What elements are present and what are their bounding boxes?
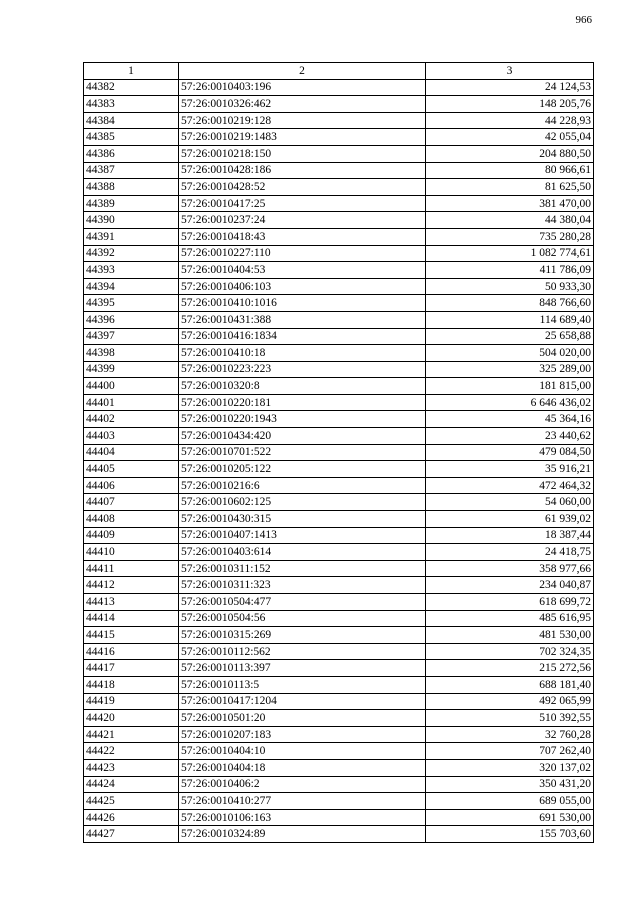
row-number: 44387 [84,162,179,179]
row-number: 44392 [84,245,179,262]
table-row [84,394,594,411]
row-number: 44389 [84,195,179,212]
table-row [84,195,594,212]
cadastral-number: 57:26:0010218:150 [179,145,426,162]
cadastral-value: 44 228,93 [426,112,594,129]
cadastral-value: 61 939,02 [426,511,594,528]
cadastral-number: 57:26:0010324:89 [179,826,426,843]
table-row [84,527,594,544]
cadastral-value: 325 289,00 [426,361,594,378]
cadastral-number: 57:26:0010407:1413 [179,527,426,544]
cadastral-number: 57:26:0010106:163 [179,809,426,826]
row-number: 44426 [84,809,179,826]
row-number: 44406 [84,477,179,494]
cadastral-number: 57:26:0010237:24 [179,212,426,229]
table-header-row [84,63,594,80]
cadastral-value: 504 020,00 [426,345,594,362]
row-number: 44386 [84,145,179,162]
row-number: 44424 [84,776,179,793]
table-row [84,444,594,461]
row-number: 44422 [84,743,179,760]
cadastral-value: 50 933,30 [426,278,594,295]
table-row [84,461,594,478]
column-header-1: 1 [84,63,179,80]
table-row [84,676,594,693]
row-number: 44401 [84,394,179,411]
row-number: 44395 [84,295,179,312]
cadastral-value: 485 616,95 [426,610,594,627]
row-number: 44419 [84,693,179,710]
table-row [84,710,594,727]
cadastral-number: 57:26:0010404:53 [179,262,426,279]
cadastral-number: 57:26:0010416:1834 [179,328,426,345]
row-number: 44420 [84,710,179,727]
table-row [84,295,594,312]
table-row [84,112,594,129]
row-number: 44404 [84,444,179,461]
row-number: 44399 [84,361,179,378]
row-number: 44427 [84,826,179,843]
cadastral-number: 57:26:0010501:20 [179,710,426,727]
cadastral-value: 6 646 436,02 [426,394,594,411]
table-row [84,311,594,328]
cadastral-value: 23 440,62 [426,428,594,445]
cadastral-number: 57:26:0010219:1483 [179,129,426,146]
table-row [84,610,594,627]
cadastral-value: 358 977,66 [426,560,594,577]
table-row [84,411,594,428]
row-number: 44403 [84,428,179,445]
cadastral-number: 57:26:0010406:103 [179,278,426,295]
table-row [84,96,594,113]
cadastral-number: 57:26:0010701:522 [179,444,426,461]
cadastral-value: 350 431,20 [426,776,594,793]
cadastral-value: 479 084,50 [426,444,594,461]
table-row [84,511,594,528]
cadastral-value: 472 464,32 [426,477,594,494]
table-row [84,826,594,843]
cadastral-number: 57:26:0010205:122 [179,461,426,478]
cadastral-number: 57:26:0010504:477 [179,594,426,611]
row-number: 44417 [84,660,179,677]
cadastral-value: 320 137,02 [426,759,594,776]
row-number: 44410 [84,544,179,561]
column-header-3: 3 [426,63,594,80]
cadastral-value: 492 065,99 [426,693,594,710]
table-row [84,577,594,594]
cadastral-number: 57:26:0010227:110 [179,245,426,262]
cadastral-value: 381 470,00 [426,195,594,212]
cadastral-number: 57:26:0010216:6 [179,477,426,494]
cadastral-value: 32 760,28 [426,726,594,743]
cadastral-number: 57:26:0010403:614 [179,544,426,561]
table-row [84,643,594,660]
cadastral-number: 57:26:0010220:1943 [179,411,426,428]
cadastral-number: 57:26:0010428:186 [179,162,426,179]
row-number: 44415 [84,627,179,644]
cadastral-number: 57:26:0010320:8 [179,378,426,395]
row-number: 44405 [84,461,179,478]
cadastral-number: 57:26:0010112:562 [179,643,426,660]
column-header-2: 2 [179,63,426,80]
cadastral-value: 24 418,75 [426,544,594,561]
cadastral-value: 618 699,72 [426,594,594,611]
cadastral-value: 42 055,04 [426,129,594,146]
cadastral-table [83,62,594,843]
cadastral-value: 18 387,44 [426,527,594,544]
row-number: 44425 [84,793,179,810]
cadastral-number: 57:26:0010602:125 [179,494,426,511]
cadastral-number: 57:26:0010428:52 [179,179,426,196]
cadastral-number: 57:26:0010417:1204 [179,693,426,710]
cadastral-number: 57:26:0010418:43 [179,228,426,245]
table-body [84,79,594,842]
cadastral-number: 57:26:0010410:18 [179,345,426,362]
cadastral-value: 689 055,00 [426,793,594,810]
table-row [84,361,594,378]
table-row [84,228,594,245]
cadastral-value: 481 530,00 [426,627,594,644]
table-row [84,627,594,644]
row-number: 44396 [84,311,179,328]
cadastral-number: 57:26:0010113:5 [179,676,426,693]
cadastral-value: 45 364,16 [426,411,594,428]
row-number: 44397 [84,328,179,345]
table-row [84,793,594,810]
cadastral-number: 57:26:0010219:128 [179,112,426,129]
cadastral-number: 57:26:0010403:196 [179,79,426,96]
cadastral-number: 57:26:0010430:315 [179,511,426,528]
row-number: 44408 [84,511,179,528]
cadastral-value: 735 280,28 [426,228,594,245]
cadastral-value: 510 392,55 [426,710,594,727]
table-row [84,560,594,577]
cadastral-value: 204 880,50 [426,145,594,162]
table-row [84,544,594,561]
table-row [84,129,594,146]
page-number: 966 [575,14,592,26]
cadastral-value: 707 262,40 [426,743,594,760]
table-row [84,809,594,826]
table-row [84,328,594,345]
table-row [84,378,594,395]
row-number: 44411 [84,560,179,577]
table-row [84,743,594,760]
cadastral-number: 57:26:0010410:1016 [179,295,426,312]
row-number: 44412 [84,577,179,594]
cadastral-value: 114 689,40 [426,311,594,328]
cadastral-number: 57:26:0010404:18 [179,759,426,776]
cadastral-value: 25 658,88 [426,328,594,345]
cadastral-number: 57:26:0010404:10 [179,743,426,760]
row-number: 44409 [84,527,179,544]
cadastral-value: 411 786,09 [426,262,594,279]
cadastral-number: 57:26:0010207:183 [179,726,426,743]
cadastral-value: 215 272,56 [426,660,594,677]
row-number: 44382 [84,79,179,96]
cadastral-value: 44 380,04 [426,212,594,229]
table-row [84,179,594,196]
row-number: 44383 [84,96,179,113]
row-number: 44407 [84,494,179,511]
table-row [84,594,594,611]
cadastral-number: 57:26:0010431:388 [179,311,426,328]
table-row [84,345,594,362]
table-row [84,494,594,511]
table-row [84,776,594,793]
cadastral-value: 234 040,87 [426,577,594,594]
row-number: 44400 [84,378,179,395]
table-row [84,693,594,710]
cadastral-number: 57:26:0010113:397 [179,660,426,677]
table-row [84,145,594,162]
table-row [84,726,594,743]
table-row [84,212,594,229]
table-row [84,759,594,776]
cadastral-number: 57:26:0010406:2 [179,776,426,793]
cadastral-value: 35 916,21 [426,461,594,478]
row-number: 44414 [84,610,179,627]
row-number: 44384 [84,112,179,129]
table-row [84,245,594,262]
cadastral-value: 688 181,40 [426,676,594,693]
cadastral-number: 57:26:0010223:223 [179,361,426,378]
cadastral-value: 81 625,50 [426,179,594,196]
row-number: 44391 [84,228,179,245]
cadastral-number: 57:26:0010315:269 [179,627,426,644]
row-number: 44398 [84,345,179,362]
cadastral-value: 155 703,60 [426,826,594,843]
row-number: 44394 [84,278,179,295]
table-row [84,79,594,96]
cadastral-value: 80 966,61 [426,162,594,179]
row-number: 44416 [84,643,179,660]
cadastral-value: 691 530,00 [426,809,594,826]
cadastral-value: 702 324,35 [426,643,594,660]
table-row [84,660,594,677]
row-number: 44413 [84,594,179,611]
row-number: 44390 [84,212,179,229]
row-number: 44388 [84,179,179,196]
cadastral-number: 57:26:0010504:56 [179,610,426,627]
cadastral-number: 57:26:0010311:323 [179,577,426,594]
table-row [84,477,594,494]
cadastral-value: 1 082 774,61 [426,245,594,262]
table-row [84,162,594,179]
cadastral-number: 57:26:0010311:152 [179,560,426,577]
cadastral-value: 181 815,00 [426,378,594,395]
table-row [84,262,594,279]
cadastral-value: 148 205,76 [426,96,594,113]
cadastral-number: 57:26:0010220:181 [179,394,426,411]
table-row [84,428,594,445]
row-number: 44418 [84,676,179,693]
cadastral-value: 54 060,00 [426,494,594,511]
cadastral-number: 57:26:0010410:277 [179,793,426,810]
cadastral-number: 57:26:0010326:462 [179,96,426,113]
row-number: 44423 [84,759,179,776]
row-number: 44393 [84,262,179,279]
table-row [84,278,594,295]
row-number: 44421 [84,726,179,743]
row-number: 44402 [84,411,179,428]
cadastral-number: 57:26:0010434:420 [179,428,426,445]
cadastral-number: 57:26:0010417:25 [179,195,426,212]
cadastral-value: 24 124,53 [426,79,594,96]
cadastral-value: 848 766,60 [426,295,594,312]
row-number: 44385 [84,129,179,146]
